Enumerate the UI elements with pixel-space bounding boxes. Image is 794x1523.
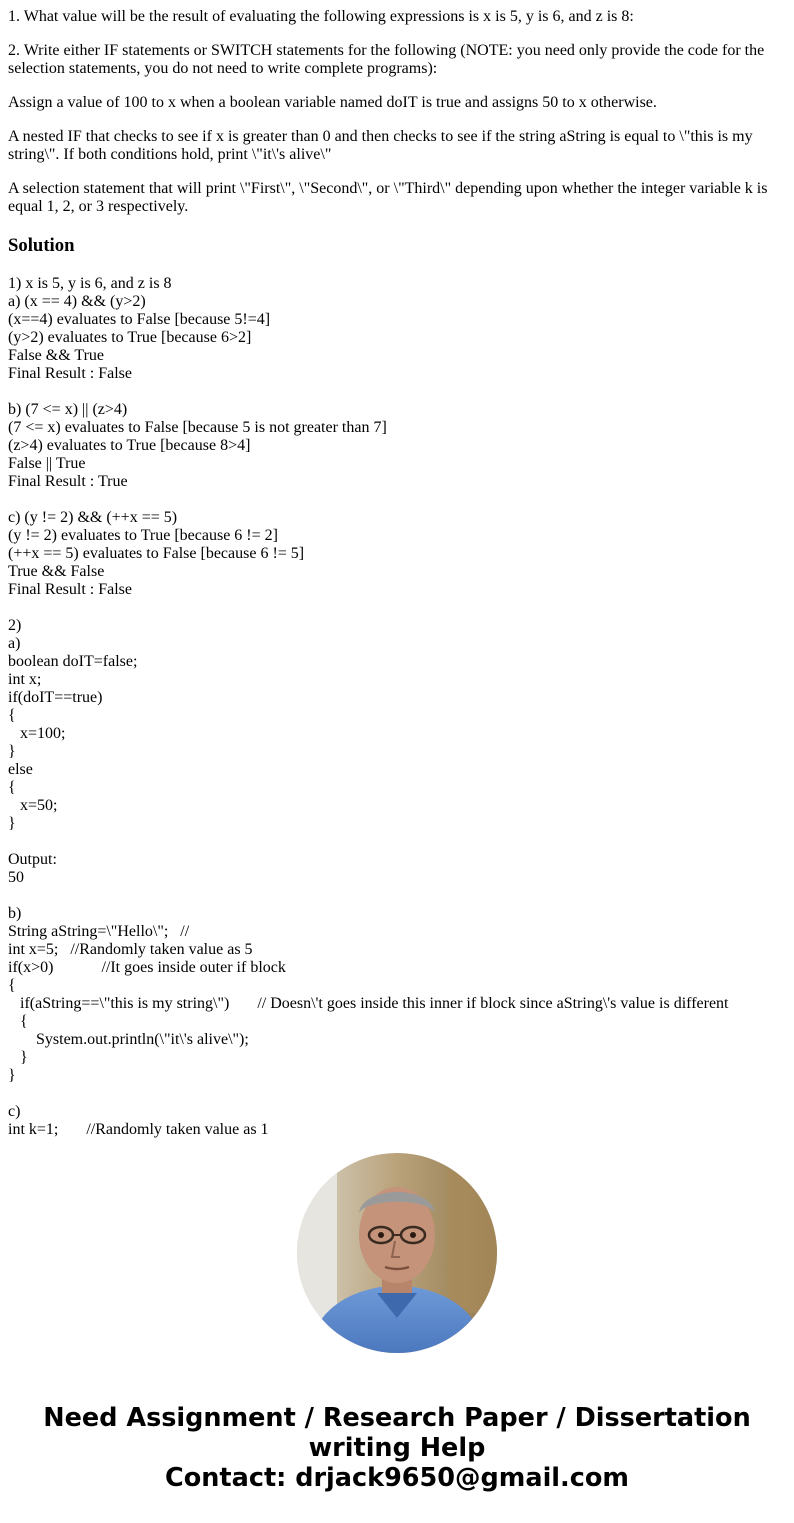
solution-line: (y>2) evaluates to True [because 6>2] bbox=[8, 329, 252, 346]
solution-line: Output: bbox=[8, 851, 57, 868]
solution-line: Final Result : True bbox=[8, 473, 128, 490]
solution-line: (7 <= x) evaluates to False [because 5 is not greater than 7] bbox=[8, 419, 387, 436]
solution-line: False || True bbox=[8, 455, 86, 472]
solution-line: boolean doIT=false; bbox=[8, 653, 138, 670]
footer-line-1: Need Assignment / Research Paper / Dissertation bbox=[43, 1403, 751, 1433]
solution-line: x=100; bbox=[8, 725, 66, 742]
question-2c: A selection statement that will print \"First\", \"Second\", or \"Third\" depending upon whether the integer variable k is equal 1, 2, or 3 respectively. bbox=[8, 180, 768, 215]
solution-line: Final Result : False bbox=[8, 365, 132, 382]
author-photo bbox=[297, 1153, 497, 1353]
solution-line: int k=1; //Randomly taken value as 1 bbox=[8, 1121, 269, 1138]
footer-line-3: Contact: drjack9650@gmail.com bbox=[165, 1463, 629, 1493]
solution-line: (x==4) evaluates to False [because 5!=4] bbox=[8, 311, 271, 328]
solution-line: { bbox=[8, 707, 16, 724]
solution-line: String aString=\"Hello\"; // bbox=[8, 923, 190, 940]
solution-line: { bbox=[8, 1013, 28, 1030]
solution-line: int x=5; //Randomly taken value as 5 bbox=[8, 941, 253, 958]
author-avatar bbox=[297, 1153, 497, 1353]
footer-line-2: writing Help bbox=[308, 1433, 486, 1463]
solution-line: (y != 2) evaluates to True [because 6 != 2] bbox=[8, 527, 278, 544]
solution-line: b) bbox=[8, 905, 22, 922]
solution-line: a) bbox=[8, 635, 21, 652]
solution-line: False && True bbox=[8, 347, 105, 364]
solution-line: if(x>0) //It goes inside outer if block bbox=[8, 959, 286, 976]
solution-line: x=50; bbox=[8, 797, 58, 814]
question-2: 2. Write either IF statements or SWITCH statements for the following (NOTE: you need only provide the code for the selection statements, you do not need to write complete programs): bbox=[8, 42, 765, 77]
solution-line: c) bbox=[8, 1103, 21, 1120]
solution-line: True && False bbox=[8, 563, 105, 580]
question-2a: Assign a value of 100 to x when a boolean variable named doIT is true and assigns 50 to x otherwise. bbox=[8, 94, 657, 111]
solution-line: Final Result : False bbox=[8, 581, 132, 598]
solution-line: { bbox=[8, 977, 16, 994]
solution-line: } bbox=[8, 1067, 16, 1084]
question-1: 1. What value will be the result of evaluating the following expressions is x is 5, y is 6, and z is 8: bbox=[8, 8, 634, 25]
contact-footer bbox=[0, 1403, 794, 1493]
solution-line: a) (x == 4) && (y>2) bbox=[8, 293, 146, 310]
solution-line: (++x == 5) evaluates to False [because 6 != 5] bbox=[8, 545, 305, 562]
solution-line: } bbox=[8, 815, 16, 832]
solution-line: c) (y != 2) && (++x == 5) bbox=[8, 509, 178, 526]
solution-line: 1) x is 5, y is 6, and z is 8 bbox=[8, 275, 172, 292]
solution-line: } bbox=[8, 743, 16, 760]
solution-line: System.out.println(\"it\'s alive\"); bbox=[8, 1031, 249, 1048]
solution-line: else bbox=[8, 761, 33, 778]
solution-line: 50 bbox=[8, 869, 24, 886]
solution-line: int x; bbox=[8, 671, 42, 688]
solution-line: if(aString==\"this is my string\") // Doesn\'t goes inside this inner if block since aString\'s value is different bbox=[8, 995, 729, 1012]
solution-line: b) (7 <= x) || (z>4) bbox=[8, 401, 128, 418]
solution-line: (z>4) evaluates to True [because 8>4] bbox=[8, 437, 251, 454]
solution-line: { bbox=[8, 779, 16, 796]
question-2b: A nested IF that checks to see if x is greater than 0 and then checks to see if the string aString is equal to \"this is my string\". If both conditions hold, print \"it\'s alive\" bbox=[8, 128, 753, 163]
solution-line: 2) bbox=[8, 617, 22, 634]
solution-line: } bbox=[8, 1049, 28, 1066]
solution-heading: Solution bbox=[8, 235, 75, 256]
solution-line: if(doIT==true) bbox=[8, 689, 103, 706]
